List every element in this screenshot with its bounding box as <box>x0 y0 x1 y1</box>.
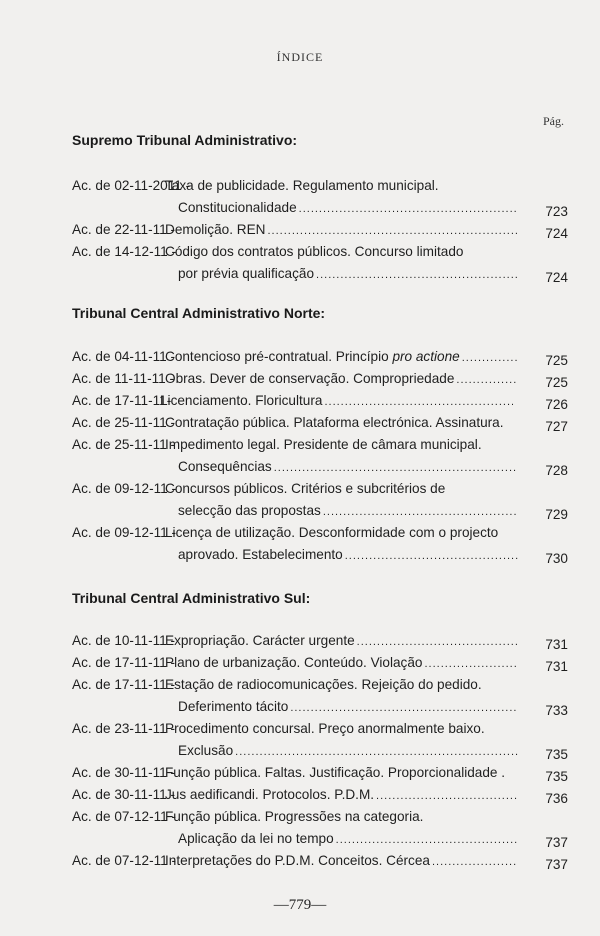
entry-date: Ac. de 09-12-11 - <box>72 481 177 496</box>
entry-title: Função pública. Faltas. Justificação. Proporcionalidade . <box>165 765 506 780</box>
index-entry <box>72 175 568 219</box>
leader-dots <box>316 264 518 286</box>
entry-date: Ac. de 30-11-11 - <box>72 787 176 802</box>
entry-page: 733 <box>545 703 568 718</box>
index-entry <box>72 652 568 674</box>
entry-subtitle: Consequências <box>178 459 272 474</box>
leader-dots <box>432 851 518 873</box>
entry-title: Código dos contratos públicos. Concurso limitado <box>165 244 464 259</box>
entry-page: 725 <box>545 353 568 368</box>
entry-title: Expropriação. Carácter urgente <box>165 633 355 648</box>
entry-title: Estação de radiocomunicações. Rejeição do pedido. <box>165 677 482 692</box>
entry-title: Demolição. REN <box>165 222 266 237</box>
entry-page: 728 <box>545 463 568 478</box>
entry-date: Ac. de 17-11-11 - <box>72 677 176 692</box>
index-entry <box>72 412 568 434</box>
entry-subtitle: por prévia qualificação <box>178 266 315 281</box>
entry-page: 730 <box>545 551 568 566</box>
entry-page: 731 <box>545 659 568 674</box>
index-entry <box>72 434 568 478</box>
entry-page: 735 <box>545 747 568 762</box>
entry-subtitle: Deferimento tácito <box>178 699 289 714</box>
entry-title: Jus aedificandi. Protocolos. P.D.M. <box>165 787 375 802</box>
leader-dots <box>456 369 518 391</box>
entry-title: Impedimento legal. Presidente de câmara municipal. <box>165 437 482 452</box>
index-entry <box>72 630 568 652</box>
index-entry <box>72 241 568 285</box>
index-entry <box>72 478 568 522</box>
entry-page: 736 <box>545 791 568 806</box>
index-entry <box>72 219 568 241</box>
entry-title: Obras. Dever de conservação. Compropriedade <box>165 371 455 386</box>
leader-dots <box>357 631 518 653</box>
leader-dots <box>462 347 518 369</box>
entry-date: Ac. de 10-11-11 - <box>72 633 176 648</box>
entry-page: 725 <box>545 375 568 390</box>
section-heading: Tribunal Central Administrativo Sul: <box>72 590 311 606</box>
entry-date: Ac. de 11-11-11 - <box>72 371 175 386</box>
index-entry <box>72 368 568 390</box>
entry-date: Ac. de 17-11-11- <box>72 393 172 408</box>
entry-date: Ac. de 17-11-11 - <box>72 655 176 670</box>
entry-subtitle: Constitucionalidade <box>178 200 297 215</box>
index-entry <box>72 674 568 718</box>
entry-title: Licenciamento. Floricultura <box>160 393 323 408</box>
index-entry <box>72 850 568 872</box>
entry-page: 737 <box>545 857 568 872</box>
entry-title-italic: pro actione <box>392 349 460 364</box>
section-heading: Tribunal Central Administrativo Norte: <box>72 305 326 321</box>
entry-date: Ac. de 14-12-11 - <box>72 244 177 259</box>
entry-page: 735 <box>545 769 568 784</box>
page-title: ÍNDICE <box>276 50 324 64</box>
entry-date: Ac. de 23-11-11 - <box>72 721 176 736</box>
entry-title: Função pública. Progressões na categoria. <box>165 809 424 824</box>
leader-dots <box>274 457 518 479</box>
entry-page: 724 <box>545 270 568 285</box>
entry-date: Ac. de 22-11-11 - <box>72 222 176 237</box>
entry-title: Plano de urbanização. Conteúdo. Violação <box>165 655 423 670</box>
leader-dots <box>323 501 518 523</box>
entry-page: 737 <box>545 835 568 850</box>
section-heading: Supremo Tribunal Administrativo: <box>72 132 298 148</box>
entry-subtitle: selecção das propostas <box>178 503 321 518</box>
page-number: —779— <box>273 897 327 913</box>
entry-date: Ac. de 07-12-11 - <box>72 853 177 868</box>
entry-date: Ac. de 25-11-11 - <box>72 415 176 430</box>
index-entry <box>72 390 568 412</box>
entry-page: 724 <box>545 226 568 241</box>
entry-title: Procedimento concursal. Preço anormalmente baixo. <box>165 721 485 736</box>
leader-dots <box>267 220 518 242</box>
index-entry <box>72 522 568 566</box>
leader-dots <box>345 545 518 567</box>
leader-dots <box>424 653 518 675</box>
entry-title: Concursos públicos. Critérios e subcritérios de <box>165 481 446 496</box>
entry-title: Contencioso pré-contratual. Princípio <box>165 349 389 364</box>
leader-dots <box>336 829 518 851</box>
entry-title: Interpretações do P.D.M. Conceitos. Cércea <box>165 853 430 868</box>
entry-date: Ac. de 25-11-11 - <box>72 437 176 452</box>
leader-dots <box>235 741 518 763</box>
index-entry <box>72 784 568 806</box>
entry-subtitle: Exclusão <box>178 743 234 758</box>
entry-date: Ac. de 09-12-11 - <box>72 525 177 540</box>
entry-page: 727 <box>545 419 568 434</box>
page-column-label: Pág. <box>543 114 564 128</box>
entry-title: Contratação pública. Plataforma electrónica. Assinatura. <box>165 415 504 430</box>
leader-dots <box>299 198 518 220</box>
entry-page: 726 <box>545 397 568 412</box>
leader-dots <box>376 785 518 807</box>
entry-date: Ac. de 02-11-2011 - <box>72 178 191 193</box>
entry-page: 723 <box>545 204 568 219</box>
index-entry <box>72 806 568 850</box>
entry-date: Ac. de 04-11-11 - <box>72 349 176 364</box>
leader-dots <box>290 697 518 719</box>
index-entry <box>72 346 568 368</box>
entry-date: Ac. de 07-12-11 - <box>72 809 177 824</box>
entry-subtitle: aprovado. Estabelecimento <box>178 547 343 562</box>
leader-dots <box>324 391 513 413</box>
index-entry <box>72 762 568 784</box>
entry-subtitle: Aplicação da lei no tempo <box>178 831 334 846</box>
entry-page: 729 <box>545 507 568 522</box>
index-entry <box>72 718 568 762</box>
entry-page: 731 <box>545 637 568 652</box>
entry-date: Ac. de 30-11-11 - <box>72 765 176 780</box>
entry-title: Licença de utilização. Desconformidade com o projecto <box>165 525 499 540</box>
entry-title: Taxa de publicidade. Regulamento municipal. <box>165 178 439 193</box>
